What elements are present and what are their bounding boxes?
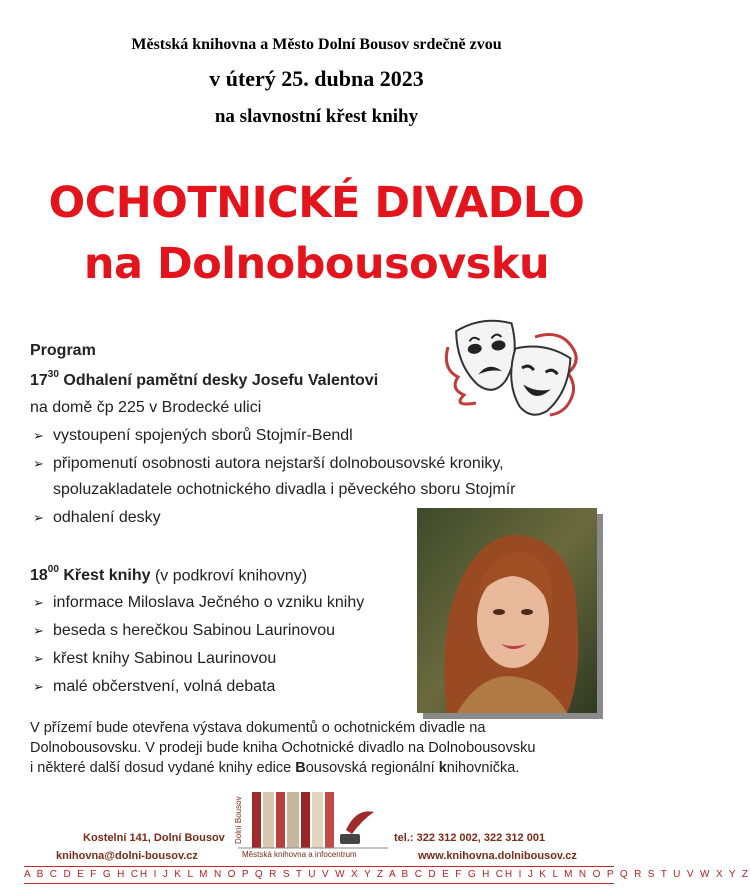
list-item: ➢ informace Miloslava Ječného o vzniku knihy bbox=[33, 594, 365, 611]
list-item: ➢ vystoupení spojených sborů Stojmír-Bendl bbox=[33, 427, 353, 444]
main-title-line2: na Dolnobousovsku bbox=[83, 239, 550, 289]
footer-phone: tel.: 322 312 002, 322 312 001 bbox=[394, 832, 546, 844]
footer-address: Kostelní 141, Dolní Bousov bbox=[83, 832, 225, 844]
list-item: ➢ beseda s herečkou Sabinou Laurinovou bbox=[33, 622, 335, 639]
theatre-masks-icon bbox=[440, 317, 590, 428]
list-item: ➢ malé občerstvení, volná debata bbox=[33, 678, 276, 695]
logo-vertical-text: Dolní Bousov bbox=[234, 796, 243, 844]
event-subtitle: na slavnostní křest knihy bbox=[214, 106, 419, 127]
actress-photo bbox=[417, 508, 597, 713]
info-paragraph: V přízemí bude otevřena výstava dokumentů o ochotnickém divadle na Dolnobousovsku. V prodeji bude kniha Ochotnické divadlo na Dolnobousovsku i některé další dosud vydané knihy edice Bousovská regionální knihovnička. bbox=[30, 720, 536, 776]
event-date: v úterý 25. dubna 2023 bbox=[209, 66, 424, 91]
main-title-line1: OCHOTNICKÉ DIVADLO bbox=[48, 178, 585, 228]
list-item-continuation: spoluzakladatele ochotnického divadla i pěveckého sboru Stojmír bbox=[53, 481, 516, 498]
program-part2-heading: $18^{00}$ Křest knihy (v podkroví knihovny) bbox=[30, 564, 308, 585]
list-item: ➢ křest knihy Sabinou Laurinovou bbox=[33, 650, 277, 667]
alphabet-ribbon: A B C D E F G H CH I J K L M N O P Q R S T U V W X Y Z A B C D E F G H CH I J K L M N O P Q R S T U V W X Y Z bbox=[24, 866, 614, 884]
list-item: ➢ odhalení desky bbox=[33, 509, 161, 526]
program-part1-heading: $17^{30}$ Odhalení pamětní desky Josefu Valentovi bbox=[30, 369, 379, 390]
list-item: ➢ připomenutí osobnosti autora nejstarší dolnobousovské kroniky, bbox=[33, 455, 504, 472]
invitation-line: Městská knihovna a Město Dolní Bousov srdečně zvou bbox=[131, 36, 502, 53]
library-logo bbox=[234, 790, 388, 860]
program-heading: Program bbox=[30, 342, 96, 359]
footer-email[interactable]: knihovna@dolni-bousov.cz bbox=[56, 850, 198, 862]
logo-caption: Městská knihovna a infocentrum bbox=[242, 850, 357, 859]
footer-web-link[interactable]: www.knihovna.dolnibousov.cz bbox=[418, 850, 577, 862]
program-part1-location: na domě čp 225 v Brodecké ulici bbox=[30, 399, 262, 416]
